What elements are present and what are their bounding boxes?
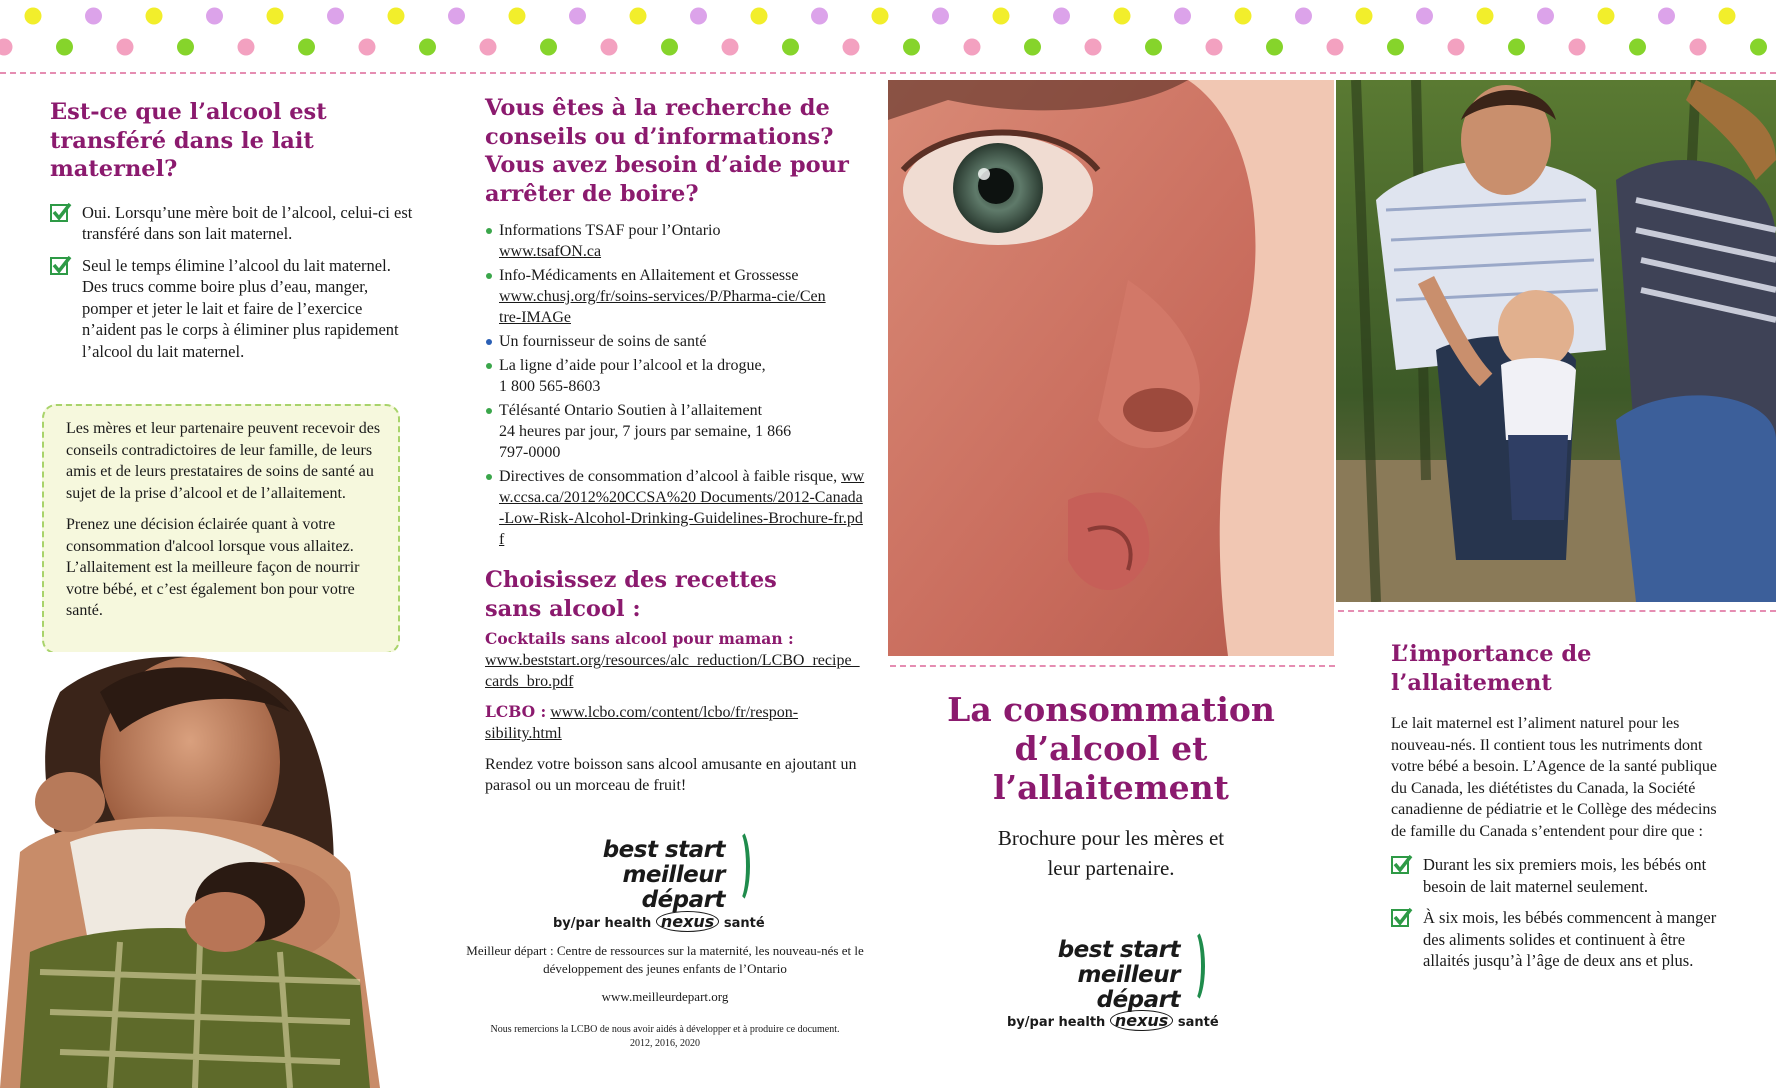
thanks-note: Nous remercions la LCBO de nous avoir aidés à développer et à produire ce document. 2012, 2016, 2020 [445, 1023, 885, 1051]
lcbo-label: LCBO : [485, 702, 547, 721]
importance-heading: L’importance de l’allaitement [1391, 641, 1592, 696]
dot [782, 39, 799, 56]
dot [932, 8, 949, 25]
dot [1356, 8, 1373, 25]
dot [1387, 39, 1404, 56]
list-item [1391, 854, 1731, 897]
dot [1266, 39, 1283, 56]
dot [1629, 39, 1646, 56]
callout-paragraph: Prenez une décision éclairée quant à votre consommation d'alcool lorsque vous allaitez. L’allaitement est la meilleure façon de nourrir votre bébé, et c’est également bon pour votre santé. [66, 516, 360, 619]
importance-list [1391, 854, 1731, 972]
dot [267, 8, 284, 25]
alcohol-transfer-list [50, 202, 420, 363]
list-item [1391, 907, 1731, 972]
cover-title: La consommation d’alcool et l’allaitement [947, 690, 1275, 807]
best-start-about: Meilleur départ : Centre de ressources sur la maternité, les nouveau-nés et le développement des jeunes enfants de l’Ontario [466, 943, 864, 976]
fun-drink-tip: Rendez votre boisson sans alcool amusante en ajoutant un parasol ou un morceau de fruit! [485, 756, 857, 794]
panel-resources [485, 94, 865, 796]
dot [388, 8, 405, 25]
list-item [50, 255, 420, 363]
advice-callout [42, 404, 400, 654]
check-text: À six mois, les bébés commencent à manger des aliments solides et continuent à être allaités jusqu’à l’âge de deux ans et plus. [1423, 908, 1717, 970]
checkmark-icon [50, 255, 72, 277]
dot [722, 39, 739, 56]
dot [56, 39, 73, 56]
dot [993, 8, 1010, 25]
dot [1477, 8, 1494, 25]
dot [1085, 39, 1102, 56]
checkmark-icon [1391, 854, 1413, 876]
dot [1750, 39, 1767, 56]
best-start-logo: best start meilleur départ [540, 838, 725, 913]
cover-subtitle: Brochure pour les mères et leur partenaire. [997, 826, 1225, 880]
dot [1206, 39, 1223, 56]
photo-mother-breastfeeding [0, 652, 400, 1088]
cover-title-block [895, 690, 1327, 883]
dot [146, 8, 163, 25]
health-nexus-credit: by/par health nexus santé [553, 912, 765, 931]
dot [1114, 8, 1131, 25]
polka-dot-border [0, 0, 1776, 74]
resources-list [485, 220, 865, 550]
dot [1235, 8, 1252, 25]
recipes-heading: Choisissez des recettes sans alcool : [485, 567, 777, 622]
resources-heading: Vous êtes à la recherche de conseils ou d’informations? Vous avez besoin d’aide pour arrêter de boire? [485, 95, 849, 207]
dot [601, 39, 618, 56]
dot [419, 39, 436, 56]
dot [1053, 8, 1070, 25]
nexus-logo: nexus [1110, 1010, 1173, 1031]
check-text: Durant les six premiers mois, les bébés ont besoin de lait maternel seulement. [1423, 855, 1707, 896]
dot [569, 8, 586, 25]
photo-family-walking [1336, 80, 1776, 602]
dot [630, 8, 647, 25]
dot [480, 39, 497, 56]
dot [298, 39, 315, 56]
dot [1658, 8, 1675, 25]
panel3-dashed-rule [890, 665, 1335, 667]
dot [448, 8, 465, 25]
best-start-logo: best start meilleur départ [995, 938, 1180, 1013]
telesante-hours: 24 heures par jour, 7 jours par semaine, 1 866 797-0000 [499, 423, 792, 461]
health-nexus-credit: by/par health nexus santé [1007, 1011, 1219, 1030]
dot [811, 8, 828, 25]
nexus-logo: nexus [656, 911, 719, 932]
dot [1719, 8, 1736, 25]
dot [1508, 39, 1525, 56]
helpline-phone: 1 800 565-8603 [499, 378, 601, 395]
bullet-icon [486, 363, 492, 369]
dot [359, 39, 376, 56]
dot [751, 8, 768, 25]
cocktails-label: Cocktails sans alcool pour maman : [485, 629, 794, 648]
list-item: Télésanté Ontario Soutien à l’allaitement 24 heures par jour, 7 jours par semaine, 1 866 797-0000 [485, 400, 865, 463]
dot [1690, 39, 1707, 56]
panel4-dashed-rule [1338, 610, 1776, 612]
bullet-icon [486, 408, 492, 414]
dot [25, 8, 42, 25]
logo-bracket-icon [1183, 928, 1205, 1004]
dot [1537, 8, 1554, 25]
list-item: Info-Médicaments en Allaitement et Grossesse www.chusj.org/fr/soins-services/P/Pharma-cie/Centre-IMAGe [485, 265, 865, 328]
logo-bracket-icon [728, 828, 750, 904]
dot [661, 39, 678, 56]
dot [1416, 8, 1433, 25]
list-item: La ligne d’aide pour l’alcool et la drogue, 1 800 565-8603 [485, 355, 865, 397]
bullet-icon [486, 339, 492, 345]
alcohol-transfer-heading: Est-ce que l’alcool est transféré dans le lait maternel? [50, 99, 327, 182]
bullet-icon [486, 474, 492, 480]
dot [1569, 39, 1586, 56]
ccsa-link[interactable]: www.ccsa.ca/2012%20CCSA%20 Documents/2012-Canada-Low-Risk-Alcohol-Drinking-Guidelines-Brochure-fr.pdf [499, 468, 865, 548]
dot [1598, 8, 1615, 25]
importance-body: Le lait maternel est l’aliment naturel pour les nouveau-nés. Il contient tous les nutriments dont votre bébé a besoin. L’Agence de la santé publique du Canada, les diététistes du Canada, la Société canadienne de pédiatrie et le Collège des médecins de famille du Canada s’entendent pour dire que : [1391, 715, 1717, 840]
dot [509, 8, 526, 25]
list-item: Informations TSAF pour l’Ontario www.tsafON.ca [485, 220, 865, 262]
list-item: Directives de consommation d’alcool à faible risque, www.ccsa.ca/2012%20CCSA%20 Documents/2012-Canada-Low-Risk-Alcohol-Drinking-Guidelines-Brochure-fr.pdf [485, 466, 865, 550]
list-item [50, 202, 420, 245]
dot [206, 8, 223, 25]
bullet-icon [486, 228, 492, 234]
checkmark-icon [50, 202, 72, 224]
tsaf-link[interactable]: www.tsafON.ca [499, 243, 602, 260]
lcbo-link[interactable]: www.lcbo.com/content/lcbo/fr/respon-sibility.html [485, 704, 799, 742]
dot [117, 39, 134, 56]
website-url[interactable]: www.meilleurdepart.org [601, 989, 729, 1004]
check-text: Oui. Lorsqu’une mère boit de l’alcool, celui-ci est transféré dans son lait maternel. [82, 202, 413, 243]
dot [1145, 39, 1162, 56]
dot [1295, 8, 1312, 25]
dot [1024, 39, 1041, 56]
dot [903, 39, 920, 56]
edition-years: 2012, 2016, 2020 [630, 1038, 700, 1049]
dot [690, 8, 707, 25]
callout-paragraph: Les mères et leur partenaire peuvent recevoir des conseils contradictoires de leur famille, de leurs amis et de leurs prestataires de soins de santé au sujet de la prise d’alcool et de l’allaitement. [66, 420, 381, 502]
chusj-link[interactable]: www.chusj.org/fr/soins-services/P/Pharma-cie/Centre-IMAGe [499, 288, 826, 326]
dot [327, 8, 344, 25]
dot [0, 39, 13, 56]
dot [1327, 39, 1344, 56]
dot [177, 39, 194, 56]
bullet-icon [486, 273, 492, 279]
dot [1448, 39, 1465, 56]
dot [540, 39, 557, 56]
dot [238, 39, 255, 56]
cocktails-link[interactable]: www.beststart.org/resources/alc_reduction/LCBO_recipe_cards_bro.pdf [485, 652, 860, 690]
panel-breastfeeding-importance [1391, 640, 1731, 982]
top-dashed-rule [0, 72, 1776, 74]
photo-baby-closeup [888, 80, 1334, 656]
dot [964, 39, 981, 56]
panel-alcohol-transfer [50, 98, 413, 372]
list-item: Un fournisseur de soins de santé [485, 331, 865, 352]
dot [85, 8, 102, 25]
check-text: Seul le temps élimine l’alcool du lait maternel. Des trucs comme boire plus d’eau, manger, pomper et jeter le lait et faire de l’exercice n’aident pas le corps à éliminer plus rapidement l’alcool du lait maternel. [82, 255, 399, 361]
dot [872, 8, 889, 25]
dot [843, 39, 860, 56]
checkmark-icon [1391, 907, 1413, 929]
dot [1174, 8, 1191, 25]
